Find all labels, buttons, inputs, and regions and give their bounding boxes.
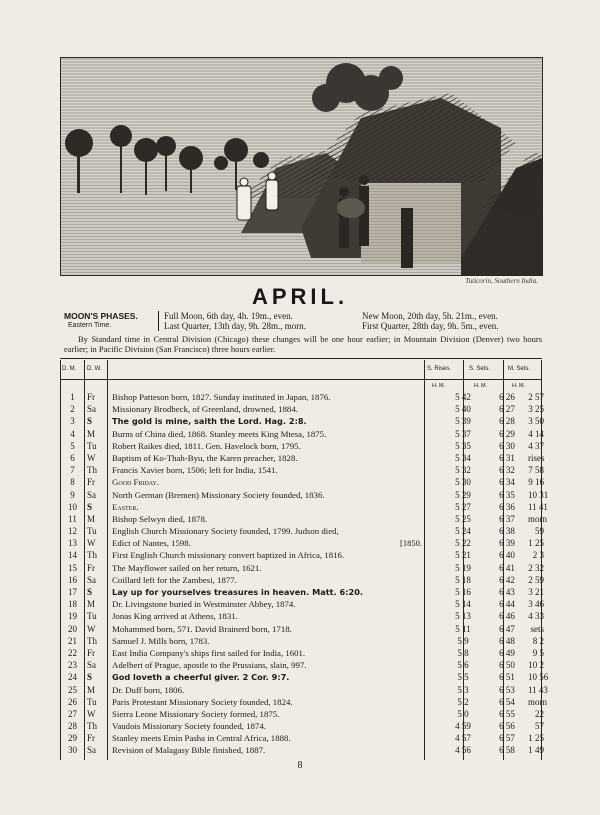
event-text: Burns of China died, 1868. Stanley meets King Mtesa, 1875. — [112, 428, 327, 439]
table-row — [60, 537, 542, 549]
day-of-week: M — [87, 684, 96, 695]
day-of-month: 20 — [68, 623, 77, 634]
sun-rises: 5 0 — [457, 708, 469, 719]
sun-rises: 5 6 — [457, 660, 469, 671]
sun-sets: 6 48 — [499, 635, 515, 646]
day-of-month: 30 — [68, 745, 77, 756]
sun-sets: 6 41 — [499, 562, 515, 573]
event-text: Sierra Leone Missionary Society formed, 1875. — [112, 708, 280, 719]
table-row — [60, 610, 542, 622]
day-of-week: S — [87, 416, 93, 427]
event-text: Coillard left for the Zambesi, 1877. — [112, 574, 237, 585]
sun-sets: 6 32 — [499, 465, 515, 476]
hm-label: H. M. — [474, 383, 488, 389]
header-day-week: D. W. — [87, 366, 102, 372]
moon-sets: 10 56 — [528, 672, 549, 683]
moon-sets: 2 57 — [528, 392, 544, 402]
moon-sets: 3 25 — [528, 404, 544, 415]
day-of-week: Tu — [87, 611, 97, 622]
table-row — [60, 440, 542, 452]
sun-sets: 6 43 — [499, 587, 515, 597]
event-text: Samuel J. Mills born, 1783. — [112, 635, 210, 646]
engraving-illustration — [60, 57, 543, 276]
sun-rises: 5 22 — [455, 538, 471, 549]
sun-sets: 6 54 — [499, 696, 515, 707]
sun-rises: 5 24 — [455, 526, 471, 537]
moon-sets: morn — [528, 696, 547, 707]
day-of-month: 27 — [68, 708, 77, 719]
table-row — [60, 391, 542, 403]
day-of-month: 17 — [68, 587, 77, 597]
day-of-month: 15 — [68, 562, 77, 573]
day-of-week: Sa — [87, 489, 96, 500]
moon-sets: sets — [530, 623, 544, 634]
header-sun-sets: S. Sets. — [469, 366, 491, 372]
moon-sets: 1 25 — [528, 538, 544, 549]
event-text: Lay up for yourselves treasures in heaven. Matt. 6:20. — [112, 587, 364, 597]
sun-rises: 5 30 — [455, 477, 471, 488]
day-of-month: 11 — [68, 513, 77, 524]
calendar-rows — [60, 391, 549, 757]
image-caption: Tuticorin, Southern India. — [465, 277, 538, 285]
sun-rises: 5 25 — [455, 513, 471, 524]
day-of-month: 7 — [70, 465, 75, 476]
day-of-month: 23 — [68, 660, 77, 671]
divider — [158, 311, 159, 331]
event-text: Vaudois Missionary Society founded, 1874. — [112, 721, 266, 732]
sun-rises: 5 34 — [455, 452, 471, 463]
sun-rises: 5 14 — [455, 599, 471, 610]
day-of-week: Sa — [87, 660, 96, 671]
moon-phases-label: MOON'S PHASES. — [64, 311, 138, 321]
sun-rises: 5 18 — [455, 574, 471, 585]
table-row — [60, 464, 542, 476]
day-of-month: 13 — [68, 538, 77, 549]
table-row — [60, 744, 542, 756]
sun-rises: 5 32 — [455, 465, 471, 476]
day-of-month: 5 — [70, 440, 75, 451]
day-of-month: 2 — [70, 404, 75, 415]
day-of-week: Fr — [87, 477, 96, 488]
sun-sets: 6 36 — [499, 501, 515, 512]
event-text: Bishop Selwyn died, 1878. — [112, 513, 208, 524]
table-row — [60, 525, 542, 537]
sun-rises: 5 27 — [455, 501, 471, 512]
sun-rises: 5 42 — [455, 392, 471, 402]
moon-sets: 22 — [535, 708, 544, 719]
event-text: God loveth a cheerful giver. 2 Cor. 9:7. — [112, 672, 290, 683]
table-row — [60, 403, 542, 415]
day-of-month: 12 — [68, 526, 77, 537]
moon-sets: 57 — [535, 721, 544, 732]
sun-rises: 5 21 — [455, 550, 471, 561]
moon-sets: 10 2 — [528, 660, 544, 671]
event-text: Good Friday. — [112, 477, 160, 488]
sun-rises: 5 11 — [455, 623, 471, 634]
sun-rises: 4 57 — [455, 733, 471, 744]
sun-sets: 6 37 — [499, 513, 515, 524]
sun-sets: 6 35 — [499, 489, 515, 500]
table-row — [60, 476, 542, 488]
sun-rises: 5 3 — [457, 684, 469, 695]
table-row — [60, 635, 542, 647]
table-row — [60, 549, 542, 561]
moon-sets: 3 21 — [528, 587, 544, 597]
event-text: Adelbert of Prague, apostle to the Prussians, slain, 997. — [112, 660, 307, 671]
day-of-month: 16 — [68, 574, 77, 585]
sun-sets: 6 26 — [499, 392, 515, 402]
event-text: Baptism of Ko-Thah-Byu, the Karen preacher, 1828. — [112, 452, 298, 463]
moon-sets: 3 46 — [528, 599, 544, 610]
table-row — [60, 684, 548, 696]
table-row — [60, 501, 548, 513]
moon-sets: 59 — [535, 526, 544, 537]
table-row — [60, 598, 542, 610]
event-text: Revision of Malagasy Bible finished, 1887. — [112, 745, 266, 756]
month-title: APRIL. — [251, 284, 349, 309]
sun-rises: 5 37 — [455, 428, 471, 439]
table-row — [60, 574, 542, 586]
event-text: Francis Xavier born, 1506; left for India, 1541. — [112, 465, 278, 476]
day-of-week: Tu — [87, 526, 97, 537]
moon-sets: 11 43 — [528, 684, 548, 695]
event-text: Mohammed born, 571. David Brainerd born, 1718. — [112, 623, 292, 634]
moon-sets: 2 59 — [528, 574, 544, 585]
event-text: English Church Missionary Society founded, 1799. Judson died, — [112, 526, 339, 537]
day-of-week: S — [87, 587, 93, 597]
sun-rises: 5 9 — [457, 635, 469, 646]
sun-rises: 4 56 — [455, 745, 471, 756]
sun-sets: 6 46 — [499, 611, 515, 622]
page-number: 8 — [297, 760, 303, 771]
table-row — [60, 696, 547, 708]
moon-sets: 9 5 — [532, 647, 544, 658]
sun-sets: 6 53 — [499, 684, 515, 695]
day-of-week: W — [87, 452, 96, 463]
day-of-week: W — [87, 538, 96, 549]
day-of-week: W — [87, 708, 96, 719]
eastern-time-label: Eastern Time. — [68, 322, 112, 329]
day-of-month: 22 — [68, 647, 77, 658]
event-text: North German (Bremen) Missionary Society founded, 1836. — [112, 489, 325, 500]
new-moon: New Moon, 20th day, 5h. 21m., even. — [362, 311, 498, 321]
event-text: Stanley meets Emin Pasha in Central Africa, 1888. — [112, 733, 291, 744]
table-row — [60, 623, 542, 635]
day-of-month: 9 — [70, 489, 75, 500]
event-text: Missionary Brodbeck, of Greenland, drowned, 1884. — [112, 404, 298, 415]
table-row — [60, 647, 542, 659]
table-row — [60, 513, 547, 525]
first-quarter: First Quarter, 28th day, 9h. 5m., even. — [362, 321, 499, 331]
table-row — [60, 415, 542, 427]
day-of-week: Fr — [87, 562, 96, 573]
sun-sets: 6 28 — [499, 416, 515, 427]
sun-rises: 5 8 — [457, 647, 469, 658]
day-of-week: Tu — [87, 696, 97, 707]
event-continuation: [1850. — [400, 538, 422, 549]
day-of-week: Sa — [87, 574, 96, 585]
day-of-month: 29 — [68, 733, 77, 744]
moon-sets: 11 41 — [528, 501, 548, 512]
day-of-week: M — [87, 428, 96, 439]
sun-sets: 6 47 — [499, 623, 515, 634]
moon-sets: 4 33 — [528, 611, 544, 622]
sun-sets: 6 34 — [499, 477, 515, 488]
hm-label: H. M. — [512, 383, 526, 389]
sun-rises: 5 35 — [455, 440, 471, 451]
table-row — [60, 586, 542, 598]
day-of-week: Fr — [87, 733, 96, 744]
event-text: The gold is mine, saith the Lord. Hag. 2:8. — [112, 416, 307, 427]
moon-sets: 2 3 — [532, 550, 544, 561]
table-row — [60, 428, 542, 440]
sun-sets: 6 29 — [499, 428, 515, 439]
day-of-month: 19 — [68, 611, 77, 622]
moon-sets: 10 31 — [528, 489, 549, 500]
hm-label: H. M. — [432, 383, 446, 389]
day-of-month: 25 — [68, 684, 77, 695]
day-of-week: W — [87, 623, 96, 634]
sun-rises: 5 2 — [457, 696, 469, 707]
moon-sets: 4 14 — [528, 428, 544, 439]
table-row — [60, 659, 542, 671]
header-sun-rises: S. Rises. — [427, 366, 452, 372]
sun-sets: 6 57 — [499, 733, 515, 744]
sun-sets: 6 50 — [499, 660, 515, 671]
event-text: First English Church missionary convert baptized in Africa, 1816. — [112, 550, 345, 561]
sun-sets: 6 27 — [499, 404, 515, 415]
table-top-rule — [60, 358, 542, 359]
sun-sets: 6 38 — [499, 526, 515, 537]
moon-sets: rises — [528, 452, 545, 463]
event-text: Jonas King arrived at Athens, 1831. — [112, 611, 238, 622]
day-of-week: Th — [87, 465, 97, 476]
table-row — [60, 562, 542, 574]
event-text: Edict of Nantes, 1598. — [112, 538, 191, 549]
day-of-month: 26 — [68, 696, 77, 707]
header-rule — [60, 379, 542, 380]
event-text: Robert Raikes died, 1811. Gen. Havelock born, 1795. — [112, 440, 301, 451]
header-moon-sets: M. Sets. — [508, 366, 531, 372]
day-of-week: Th — [87, 550, 97, 561]
event-text: Dr. Duff born, 1806. — [112, 684, 185, 695]
moon-sets: 2 32 — [528, 562, 544, 573]
moon-sets: morn — [528, 513, 547, 524]
event-text: The Mayflower sailed on her return, 1621. — [112, 562, 262, 573]
sun-sets: 6 31 — [499, 452, 515, 463]
sun-sets: 6 58 — [499, 745, 515, 756]
full-moon: Full Moon, 6th day, 4h. 19m., even. — [164, 311, 293, 321]
table-row — [60, 732, 542, 744]
sun-sets: 6 42 — [499, 574, 515, 585]
day-of-month: 18 — [68, 599, 77, 610]
day-of-week: S — [87, 672, 93, 683]
sun-sets: 6 49 — [499, 647, 515, 658]
sun-rises: 5 40 — [455, 404, 471, 415]
sun-rises: 5 16 — [455, 587, 471, 597]
day-of-week: Fr — [87, 647, 96, 658]
sun-rises: 5 39 — [455, 416, 471, 427]
event-text: East India Company's ships first sailed for India, 1601. — [112, 647, 306, 658]
event-text: Dr. Livingstone buried in Westminster Abbey, 1874. — [112, 599, 296, 610]
moon-sets: 7 58 — [528, 465, 544, 476]
moon-sets: 8 2 — [532, 635, 544, 646]
day-of-month: 1 — [70, 392, 75, 402]
day-of-week: Sa — [87, 404, 96, 415]
sun-sets: 6 55 — [499, 708, 515, 719]
sun-sets: 6 56 — [499, 721, 515, 732]
sun-rises: 5 13 — [455, 611, 471, 622]
table-row — [60, 452, 545, 464]
moon-sets: 3 50 — [528, 416, 544, 427]
day-of-month: 28 — [68, 721, 77, 732]
day-of-month: 14 — [68, 550, 77, 561]
day-of-month: 24 — [68, 672, 77, 683]
sun-sets: 6 30 — [499, 440, 515, 451]
day-of-month: 21 — [68, 635, 77, 646]
day-of-month: 8 — [70, 477, 75, 488]
sun-rises: 5 5 — [457, 672, 469, 683]
day-of-week: Th — [87, 721, 97, 732]
day-of-month: 10 — [68, 501, 77, 512]
last-quarter: Last Quarter, 13th day, 9h. 28m., morn. — [164, 321, 307, 331]
day-of-month: 6 — [70, 452, 75, 463]
event-text: Bishop Patteson born, 1827. Sunday instituted in Japan, 1876. — [112, 392, 331, 402]
header-day-month: D. M. — [62, 366, 77, 372]
moon-sets: 9 16 — [528, 477, 544, 488]
table-row — [60, 708, 542, 720]
table-row — [60, 671, 549, 683]
moon-sets: 1 49 — [528, 745, 544, 756]
sun-rises: 4 59 — [455, 721, 471, 732]
sun-sets: 6 51 — [499, 672, 515, 683]
day-of-week: M — [87, 599, 96, 610]
day-of-month: 3 — [70, 416, 75, 427]
sun-sets: 6 40 — [499, 550, 515, 561]
table-row — [60, 720, 542, 732]
sun-rises: 5 29 — [455, 489, 471, 500]
day-of-week: Th — [87, 635, 97, 646]
day-of-week: M — [87, 513, 96, 524]
table-row — [60, 489, 549, 501]
moon-sets: 1 25 — [528, 733, 544, 744]
day-of-week: S — [87, 501, 93, 512]
sun-sets: 6 44 — [499, 599, 515, 610]
day-of-month: 4 — [70, 428, 75, 439]
day-of-week: Tu — [87, 440, 97, 451]
time-zone-note: By Standard time in Central Division (Chicago) these changes will be one hour earlier; in Mountain Division (Denver) two hours earlier; in Pacific Division (San Francisco) three hours earlier. — [64, 334, 542, 354]
moon-sets: 4 37 — [528, 440, 544, 451]
day-of-week: Fr — [87, 392, 96, 402]
event-text: Easter. — [112, 501, 139, 512]
sun-sets: 6 39 — [499, 538, 515, 549]
sun-rises: 5 19 — [455, 562, 471, 573]
day-of-week: Sa — [87, 745, 96, 756]
event-text: Paris Protestant Missionary Society founded, 1824. — [112, 696, 293, 707]
